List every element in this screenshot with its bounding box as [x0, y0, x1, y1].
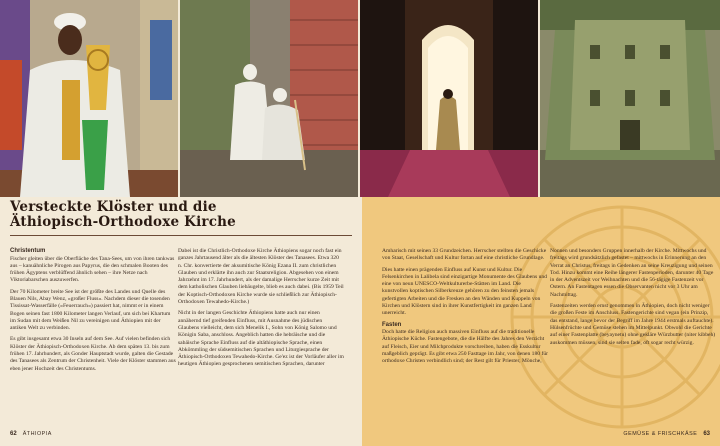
paragraph: Nicht in der langen Geschichte Äthiopiens hatte auch nur einen annähernd tief greifenden Einfluss, mit Ausnahme des jüdischen Glaubens vielleicht, dem sich Menelik I., Sohn von König Salomo und Königin Saba, anschloss. Angeblich hatten die hebräische und die sabäische Sprache Einfluss auf die altäthiopische Sprache, einen Abkömmling der südsemitischen Sprachen und Liturgiesprache der Äthiopisch-Orthodoxen Tewahedo-Kirche. Ge'ez ist der Vorläufer aller im heutigen Äthiopien gesprochenen semitischen Sprachen, darunter — [178, 310, 344, 368]
text-column-3 — [382, 248, 548, 370]
monks-sitting-photo — [180, 0, 358, 197]
footer-left — [10, 431, 52, 437]
title-line-2: Äthiopisch-Orthodoxe Kirche — [10, 214, 236, 230]
text-column-4 — [550, 248, 716, 351]
page-title — [10, 200, 236, 230]
paragraph: Der 70 Kilometer breite See ist der größte des Landes und Quelle des Blauen Nils, Abay Wenz, »großer Fluss«. Nachdem dieser die tosenden Tississat-Wasserfälle (»Feuerrauch«) passiert hat, nimmt er in einem Bogen seinen fast 1800 Kilometer langen Verlauf, um sich bei Khartum im Sudan mit dem Weißen Nil zu vereinigen und Äthiopien mit der antiken Welt zu verbinden. — [10, 288, 171, 332]
photo-strip — [0, 0, 720, 197]
page-number-right: 63 — [703, 431, 710, 437]
footer-right — [623, 431, 710, 437]
paragraph: Doch hatte die Religion auch massiven Einfluss auf die traditionelle Äthiopische Küche. Fastengebote, die die Hälfte des Jahres den Verzicht auf Fleisch, Eier und Milchprodukte vorschreiben, haben die Esskultur maßgeblich geprägt. Es gibt etwa 250 Fasttage im Jahr, von denen 180 für orthodoxe Christen verbindlich sind; der Rest gilt für Priester, Mönche, — [382, 329, 548, 365]
paragraph: Fastenzeiten werden ernst genommen in Äthiopien, doch nicht weniger die großen Feste im Anschluss. Fastengerichte sind vegan (ein Prinzip, das entstand, lange bevor der Begriff im Jahre 1944 erstmals auftauchte). Hülsenfrüchte und Gemüse stehen im Mittelpunkt. Obwohl die Gerichte auf einer Fastenplatte (beyaynetu) ohne gekläre Würzbutter (niter kibbeh) auskommen müssen, sind sie selten fade, oft sogar recht würzig. — [550, 303, 716, 346]
monk-in-doorway-photo — [360, 0, 538, 197]
priest-with-cross-photo — [0, 0, 178, 197]
paragraph: Dies hatte einen prägenden Einfluss auf Kunst und Kultur. Die Felsenkirchen in Lalibela sind einzigartige Monumente des Glaubens und eine von neun UNESCO-Weltkulturerbe-Stätten im Land. Die kunstvollen koptischen Silberkreuze gehören zu den feinsten jemals gefertigten Arbeiten und die Fresken an den Wänden und Kuppeln von Kirchen und Klöstern sind in ihrer Kunstfertigkeit im ganzen Land unerreicht. — [382, 266, 547, 317]
section-name-right: GEMÜSE & FRISCHKÄSE — [623, 431, 698, 437]
page-number-left: 62 — [10, 431, 17, 437]
paragraph: Amharisch mit seinen 33 Grundzeichen. Herrscher stellten die Geschicke von Staat, Gesellschaft und Kultur fortan auf eine christliche Grundlage. — [382, 248, 547, 262]
paragraph: Dabei ist die Christlich-Orthodoxe Kirche Äthiopiens sogar noch fast ein ganzes Jahrtausend älter als die ältesten Klöster des Tanasees. Etwa 320 n. Chr. konvertierte der aksumitische König Ezana II. zum christlichen Glauben und erklärte ihn auch zur Staatsreligion. Abgesehen von einem Jahrzehnt im 17. Jahrhundert, als der damalige Herrscher kurze Zeit mit dem katholischen Glauben liebäugelte, blieb es auch dabei. (Bis 1959 Teil der Koptisch-Orthodoxen Kirche wurde sie schließlich zur Äthiopisch-Orthodoxen Tewahedo-Kirche.) — [178, 248, 344, 306]
section-name-left: ÄTHIOPIA — [22, 431, 52, 437]
text-column-2 — [178, 248, 344, 373]
section-heading-fasting: Fasten — [382, 321, 402, 328]
rock-hewn-church-photo — [540, 0, 720, 197]
paragraph: Nonnen und besonders Gruppen innerhalb der Kirche. Mittwochs und freitags wird grundsätzlich gefastet – mittwochs in Erinnerung an den Verrat an Christus, freitags in Gedenken an seine Kreuzigung und seinen Tod. Hinzu kommt eine Reihe längerer Fastenperioden, darunter 40 Tage in der Adventszeit vor Weihnachten und die 56-tägige Fastenzeit vor Ostern. An Fastentagen essen die Observanten nicht vor 3 Uhr am Nachmittag. — [550, 248, 714, 298]
text-column-1 — [10, 248, 176, 377]
section-heading-christianity: Christentum — [10, 248, 46, 254]
title-divider — [10, 235, 352, 236]
paragraph: Fischer gleiten über die Oberfläche des Tana-Sees, um von ihren tankwas aus – kanuähnliche Pirogen aus Papyrus, die den schmalen Booten des frühen Ägyptens verblüffend ähnlich sehen – ihre Netze nach Viktoriabarschen auszuwerfen. — [10, 255, 175, 284]
title-line-1: Versteckte Klöster und die — [10, 199, 217, 215]
paragraph: Es gibt insgesamt etwa 30 Inseln auf dem See. Auf vielen befinden sich Klöster der Äthiopisch-Orthodoxen Kirche. Ab dem späten 13. bis zum frühen 17. Jahrhundert, als Gonder Hauptstadt wurde, galten die Gestade des Tanasees als Zentrum der Christenheit. Viele der Klöster stammen aus eben jener Hochzeit des Christentums. — [10, 336, 176, 372]
